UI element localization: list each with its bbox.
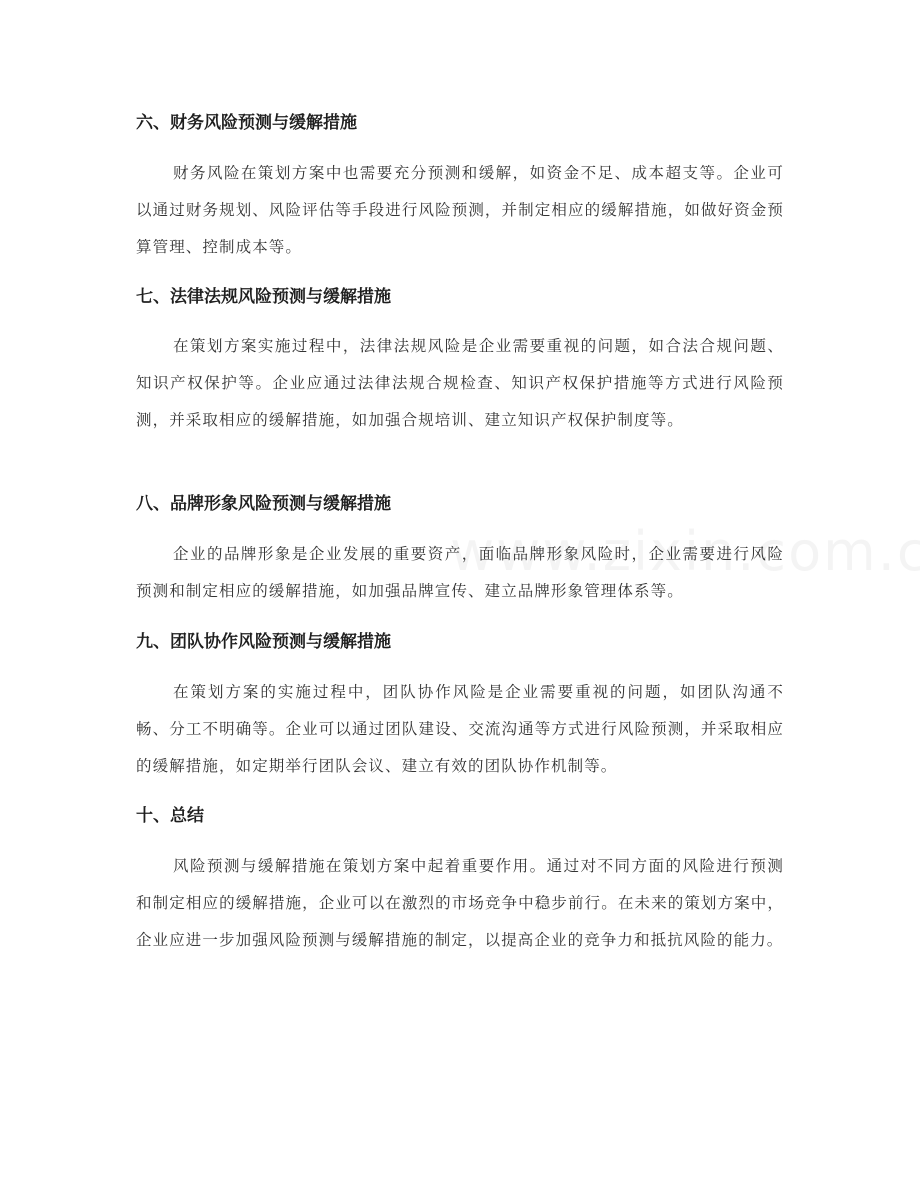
section-heading-6: 六、财务风险预测与缓解措施 — [136, 113, 357, 133]
section-body-10: 风险预测与缓解措施在策划方案中起着重要作用。通过对不同方面的风险进行预测和制定相应的缓解措施，企业可以在激烈的市场竞争中稳步前行。在未来的策划方案中，企业应进一步加强风险预测与缓解措施的制定，以提高企业的竞争力和抵抗风险的能力。 — [136, 857, 784, 949]
section-body-7: 在策划方案实施过程中，法律法规风险是企业需要重视的问题，如合法合规问题、知识产权保护等。企业应通过法律法规合规检查、知识产权保护措施等方式进行风险预测，并采取相应的缓解措施，如加强合规培训、建立知识产权保护制度等。 — [136, 337, 784, 429]
section-heading-9: 九、团队协作风险预测与缓解措施 — [136, 632, 391, 652]
section-heading-10: 十、总结 — [136, 806, 204, 826]
section-body-6: 财务风险在策划方案中也需要充分预测和缓解，如资金不足、成本超支等。企业可以通过财务规划、风险评估等手段进行风险预测，并制定相应的缓解措施，如做好资金预算管理、控制成本等。 — [136, 164, 784, 256]
section-heading-8: 八、品牌形象风险预测与缓解措施 — [136, 494, 391, 514]
section-heading-7: 七、法律法规风险预测与缓解措施 — [136, 287, 391, 307]
section-body-9: 在策划方案的实施过程中，团队协作风险是企业需要重视的问题，如团队沟通不畅、分工不明确等。企业可以通过团队建设、交流沟通等方式进行风险预测，并采取相应的缓解措施，如定期举行团队会议、建立有效的团队协作机制等。 — [136, 683, 784, 775]
section-body-8: 企业的品牌形象是企业发展的重要资产，面临品牌形象风险时，企业需要进行风险预测和制定相应的缓解措施，如加强品牌宣传、建立品牌形象管理体系等。 — [136, 545, 784, 600]
